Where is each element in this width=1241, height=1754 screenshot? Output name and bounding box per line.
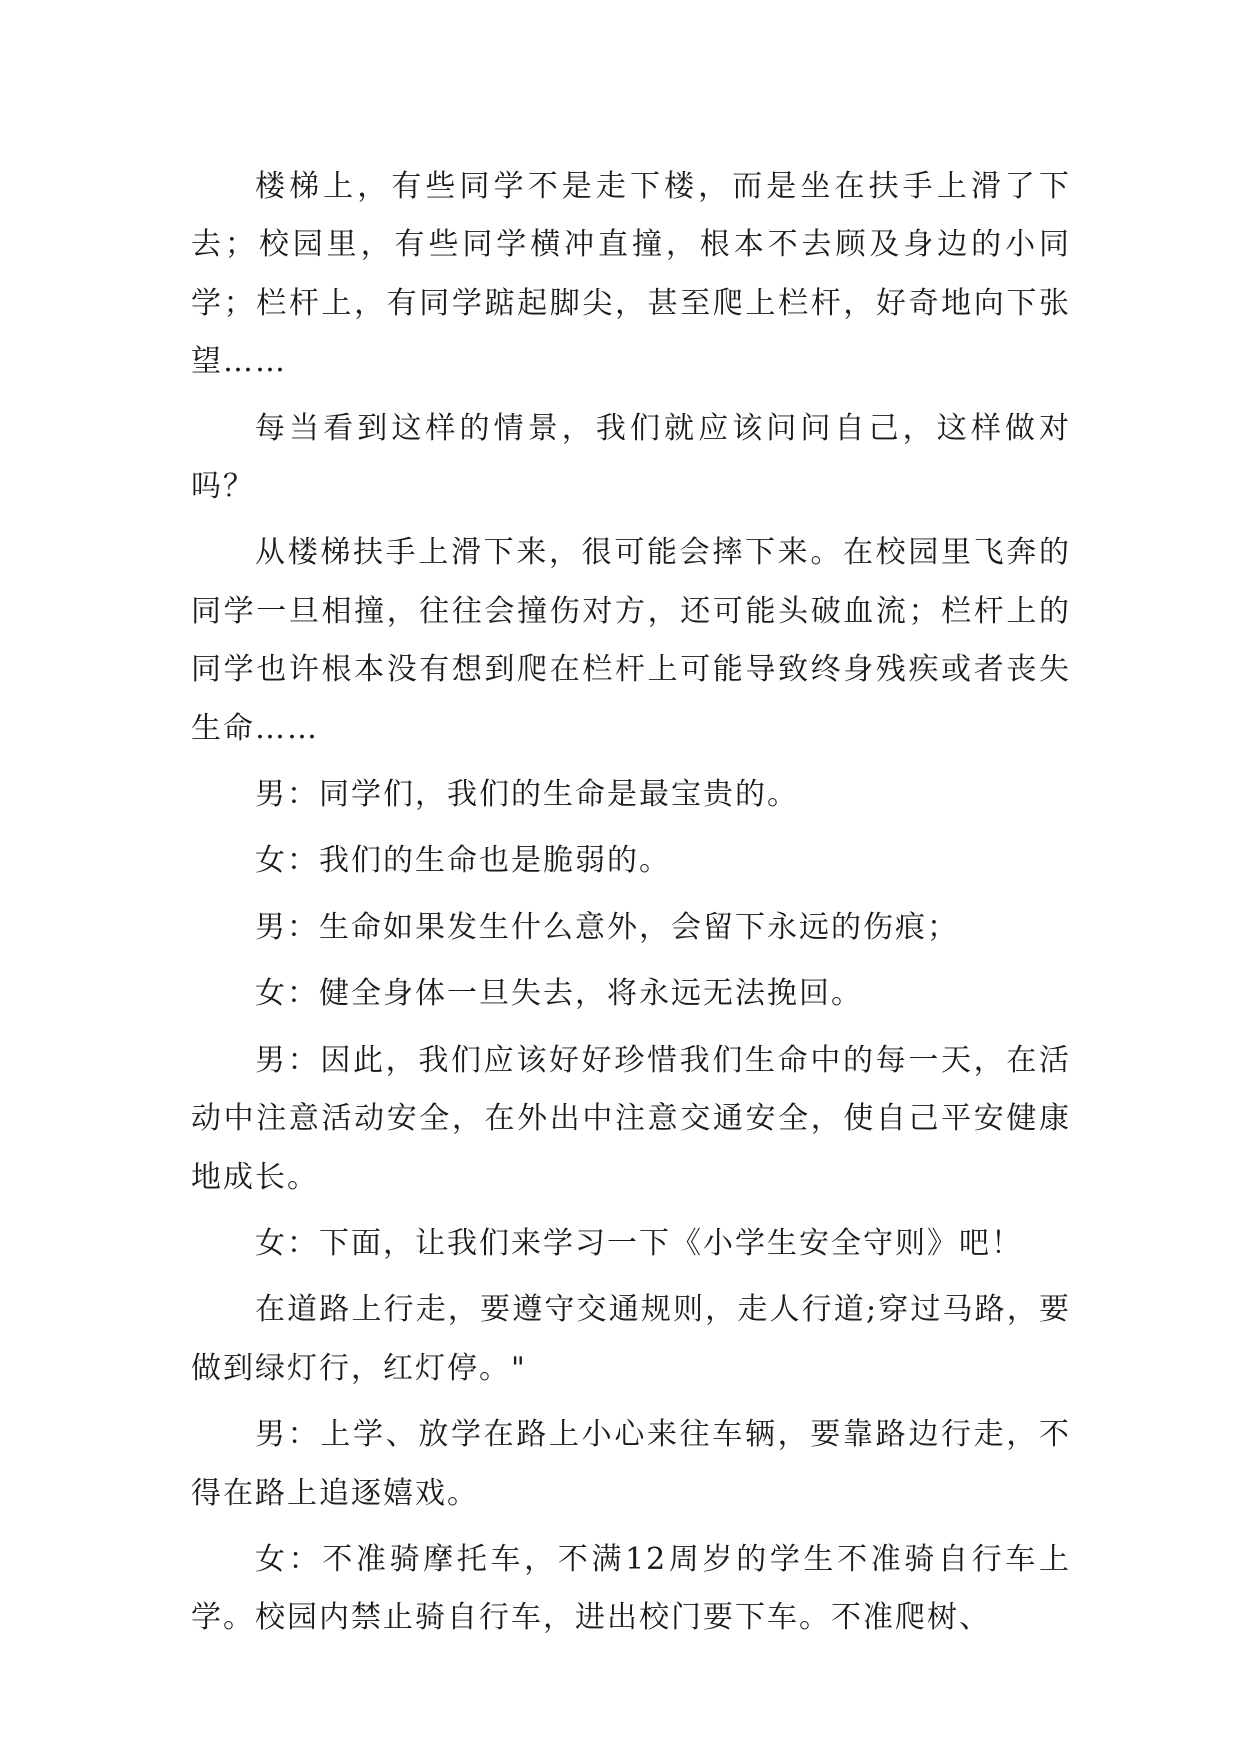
document-page [191, 158, 1071, 1656]
dialogue-line-male-2: 男：生命如果发生什么意外，会留下永远的伤痕； [255, 909, 959, 945]
dialogue-line-male-1: 男：同学们，我们的生命是最宝贵的。 [255, 777, 799, 813]
dialogue-line-female-3: 女：下面，让我们来学习一下《小学生安全守则》吧！ [255, 1225, 1023, 1261]
dialogue-line-female-2: 女：健全身体一旦失去，将永远无法挽回。 [255, 976, 863, 1012]
paragraph-question: 每当看到这样的情景，我们就应该问问自己，这样做对吗？ [191, 410, 1071, 505]
dialogue-line-male-3: 男：因此，我们应该好好珍惜我们生命中的每一天，在活动中注意活动安全，在外出中注意交通安全，使自己平安健康地成长。 [191, 1042, 1071, 1195]
paragraph-stairs-scene: 楼梯上，有些同学不是走下楼，而是坐在扶手上滑了下去；校园里，有些同学横冲直撞，根本不去顾及身边的小同学；栏杆上，有同学踮起脚尖，甚至爬上栏杆，好奇地向下张望…… [191, 169, 1071, 380]
dialogue-line-male-4: 男：上学、放学在路上小心来往车辆，要靠路边行走，不得在路上追逐嬉戏。 [191, 1417, 1071, 1511]
paragraph-consequences: 从楼梯扶手上滑下来，很可能会摔下来。在校园里飞奔的同学一旦相撞，往往会撞伤对方，还可能头破血流；栏杆上的同学也许根本没有想到爬在栏杆上可能导致终身残疾或者丧失生命…… [191, 535, 1071, 746]
rule-paragraph-traffic: 在道路上行走，要遵守交通规则，走人行道;穿过马路，要做到绿灯行，红灯停。" [191, 1292, 1071, 1386]
dialogue-line-female-1: 女：我们的生命也是脆弱的。 [255, 843, 671, 879]
dialogue-line-female-4: 女：不准骑摩托车，不满12周岁的学生不准骑自行车上学。校园内禁止骑自行车，进出校门要下车。不准爬树、 [191, 1541, 1071, 1636]
